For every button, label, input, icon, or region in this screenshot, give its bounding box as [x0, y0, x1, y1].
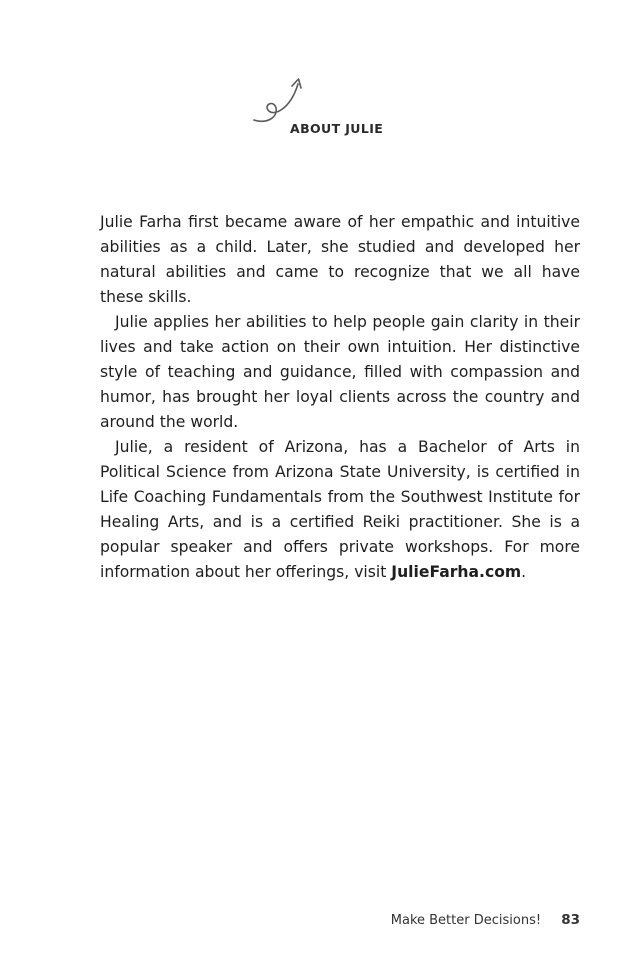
- paragraph-3-end: .: [521, 563, 527, 581]
- page-number: 83: [561, 912, 580, 928]
- page-footer: [391, 912, 580, 928]
- website-link[interactable]: JulieFarha.com: [391, 563, 522, 581]
- biography-paragraph-3: [100, 435, 580, 585]
- biography-text: [100, 210, 580, 585]
- paragraph-3-text: Julie, a resident of Arizona, has a Bachelor of Arts in Political Science from Arizona State University, is certified in Life Coaching Fundamentals from the Southwest Institute for Healing Arts, and is a certified Reiki practitioner. She is a popular speaker and offers private workshops. For more information about her offerings, visit: [100, 438, 580, 581]
- running-footer-title: Make Better Decisions!: [390, 913, 542, 928]
- curly-arrow-icon: [252, 74, 310, 126]
- biography-paragraph-1: Julie Farha first became aware of her empathic and intuitive abilities as a child. Later, she studied and developed her natural abilities and came to recognize that we all have these skills.: [100, 213, 580, 306]
- section-heading: ABOUT JULIE: [290, 121, 384, 136]
- biography-paragraph-2: Julie applies her abilities to help people gain clarity in their lives and take action on their own intuition. Her distinctive style of teaching and guidance, filled with compassion and humor, has brought her loyal clients across the country and around the world.: [100, 313, 580, 431]
